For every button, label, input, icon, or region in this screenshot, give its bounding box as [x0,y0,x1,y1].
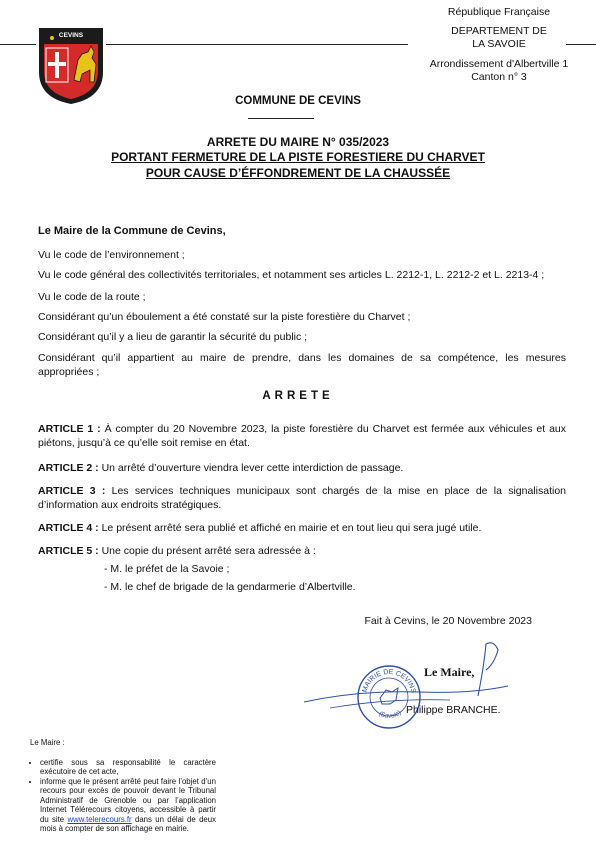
article-1 [38,422,566,450]
legal-note [30,738,216,834]
commune-logo [36,24,106,106]
arrete-subject-line2: POUR CAUSE D’ÉFFONDREMENT DE LA CHAUSSÉE [145,166,451,180]
article-text: Les services techniques municipaux sont chargés de la mise en place de la signalisation d’information aux endroits stratégiques. [38,485,566,511]
header-left-rule [0,44,36,45]
article-2 [38,461,566,475]
article-5 [38,544,566,558]
consideration-item: Vu le code de l’environnement ; [38,249,185,261]
header-canton: Canton n° 3 [471,71,527,83]
article-text: Une copie du présent arrêté sera adressée à : [101,545,316,557]
article-label: ARTICLE 4 : [38,522,99,534]
article-text: À compter du 20 Novembre 2023, la piste forestière du Charvet est fermée aux véhicules et aux piétons, jusqu’à ce qu’elle soit remise en état. [38,423,566,449]
article-label: ARTICLE 1 : [38,423,101,435]
article-label: ARTICLE 3 : [38,485,106,497]
logo-text: CEVINS [58,32,84,39]
header-department-2: LA SAVOIE [472,38,526,50]
recipient-item: - M. le chef de brigade de la gendarmerie d’Albertville. [104,581,356,593]
legal-note-heading: Le Maire : [30,738,65,747]
article-text: Un arrêté d’ouverture viendra lever cette interdiction de passage. [101,462,404,474]
commune-name: COMMUNE DE CEVINS [235,95,361,107]
consideration-item: Considérant qu’il appartient au maire de prendre, dans les domaines de sa compétence, les mesures appropriées ; [38,352,566,378]
consideration-item: Considérant qu’un éboulement a été constaté sur la piste forestière du Charvet ; [38,311,411,323]
legal-note-list [30,758,216,834]
arrete-heading: ARRETE [262,390,334,402]
stamp-text: MAIRIE DE CEVINS [361,668,417,694]
consideration-item: Vu le code de la route ; [38,291,146,303]
signature-role: Le Maire, [424,665,475,679]
article-text: Le présent arrêté sera publié et affiché en mairie et en tout lieu qui sera jugé utile. [101,522,482,534]
consideration-item: Considérant qu’il y a lieu de garantir la sécurité du public ; [38,331,308,343]
place-date: Fait à Cevins, le 20 Novembre 2023 [364,615,532,627]
article-4 [38,521,566,535]
legal-note-text: dans un délai de deux mois à compter de son affichage en mairie. [40,814,216,833]
stamp-bottom-text: (Savoie) [377,709,403,720]
intro-line: Le Maire de la Commune de Cevins, [38,225,226,237]
header-republic: République Française [447,6,551,18]
telerecours-link[interactable]: www.telerecours.fr [67,814,132,824]
legal-note-text: informe que le présent arrêté peut faire l’objet d’un recours pour excès de pouvoir devant le Tribunal Administratif de Grenoble ou par l’application Internet Télérecours citoyens, accessible à partir du site [40,776,216,824]
signature-name: Philippe BRANCHE. [406,704,501,716]
article-3 [38,484,566,512]
legal-note-item: • certifie sous sa responsabilité le caractère exécutoire de cet acte, [40,758,216,777]
header-mid-rule [106,44,408,45]
article-label: ARTICLE 2 : [38,462,99,474]
recipient-item: - M. le préfet de la Savoie ; [104,563,230,575]
header-department-1: DEPARTEMENT DE [451,25,547,37]
legal-note-item [40,777,216,834]
article-label: ARTICLE 5 : [38,545,99,557]
consideration-item: Vu le code général des collectivités territoriales, et notamment ses articles L. 2212-1, L. 2212-2 et L. 2213-4 ; [38,269,545,281]
arrete-subject-line1: PORTANT FERMETURE DE LA PISTE FORESTIERE DU CHARVET [111,150,485,164]
header-arrondissement: Arrondissement d'Albertville 1 [429,58,569,70]
arrete-number: ARRETE DU MAIRE N° 035/2023 [206,135,390,149]
commune-underline [248,118,314,119]
